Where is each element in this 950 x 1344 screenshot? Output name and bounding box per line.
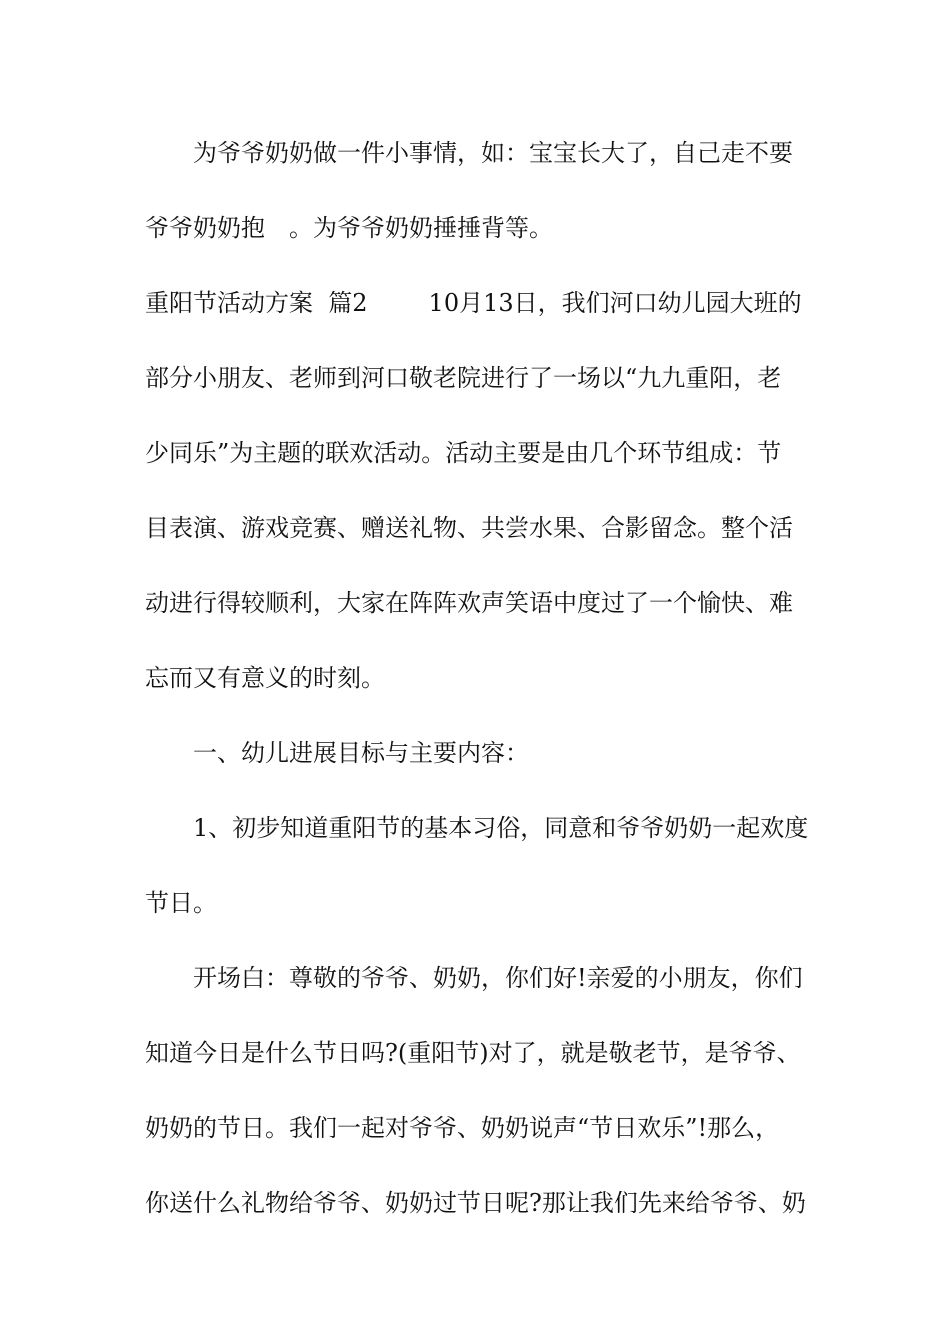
paragraph-line: 知道今日是什么节日吗?(重阳节)对了，就是敬老节，是爷爷、 — [145, 1039, 801, 1067]
section-heading-line: 重阳节活动方案 篇2 10月13日，我们河口幼儿园大班的 — [145, 289, 802, 317]
paragraph-line: 动进行得较顺利，大家在阵阵欢声笑语中度过了一个愉快、难 — [145, 589, 793, 617]
paragraph-line: 奶奶的节日。我们一起对爷爷、奶奶说声“节日欢乐”!那么， — [145, 1114, 780, 1142]
paragraph-line: 1、初步知道重阳节的基本习俗，同意和爷爷奶奶一起欢度 — [193, 814, 809, 842]
paragraph-line: 爷爷奶奶抱 。为爷爷奶奶捶捶背等。 — [145, 214, 553, 242]
paragraph-line: 忘而又有意义的时刻。 — [145, 664, 385, 692]
paragraph-line: 你送什么礼物给爷爷、奶奶过节日呢?那让我们先来给爷爷、奶 — [145, 1189, 806, 1217]
paragraph-line: 部分小朋友、老师到河口敬老院进行了一场以“九九重阳，老 — [145, 364, 782, 392]
paragraph-line: 目表演、游戏竞赛、赠送礼物、共尝水果、合影留念。整个活 — [145, 514, 793, 542]
paragraph-line: 为爷爷奶奶做一件小事情，如：宝宝长大了，自己走不要 — [193, 139, 793, 167]
paragraph-line: 开场白：尊敬的爷爷、奶奶，你们好!亲爱的小朋友，你们 — [193, 964, 803, 992]
paragraph-line: 节日。 — [145, 889, 217, 917]
paragraph-line: 少同乐”为主题的联欢活动。活动主要是由几个环节组成：节 — [145, 439, 782, 467]
subheading-line: 一、幼儿进展目标与主要内容： — [193, 739, 529, 767]
